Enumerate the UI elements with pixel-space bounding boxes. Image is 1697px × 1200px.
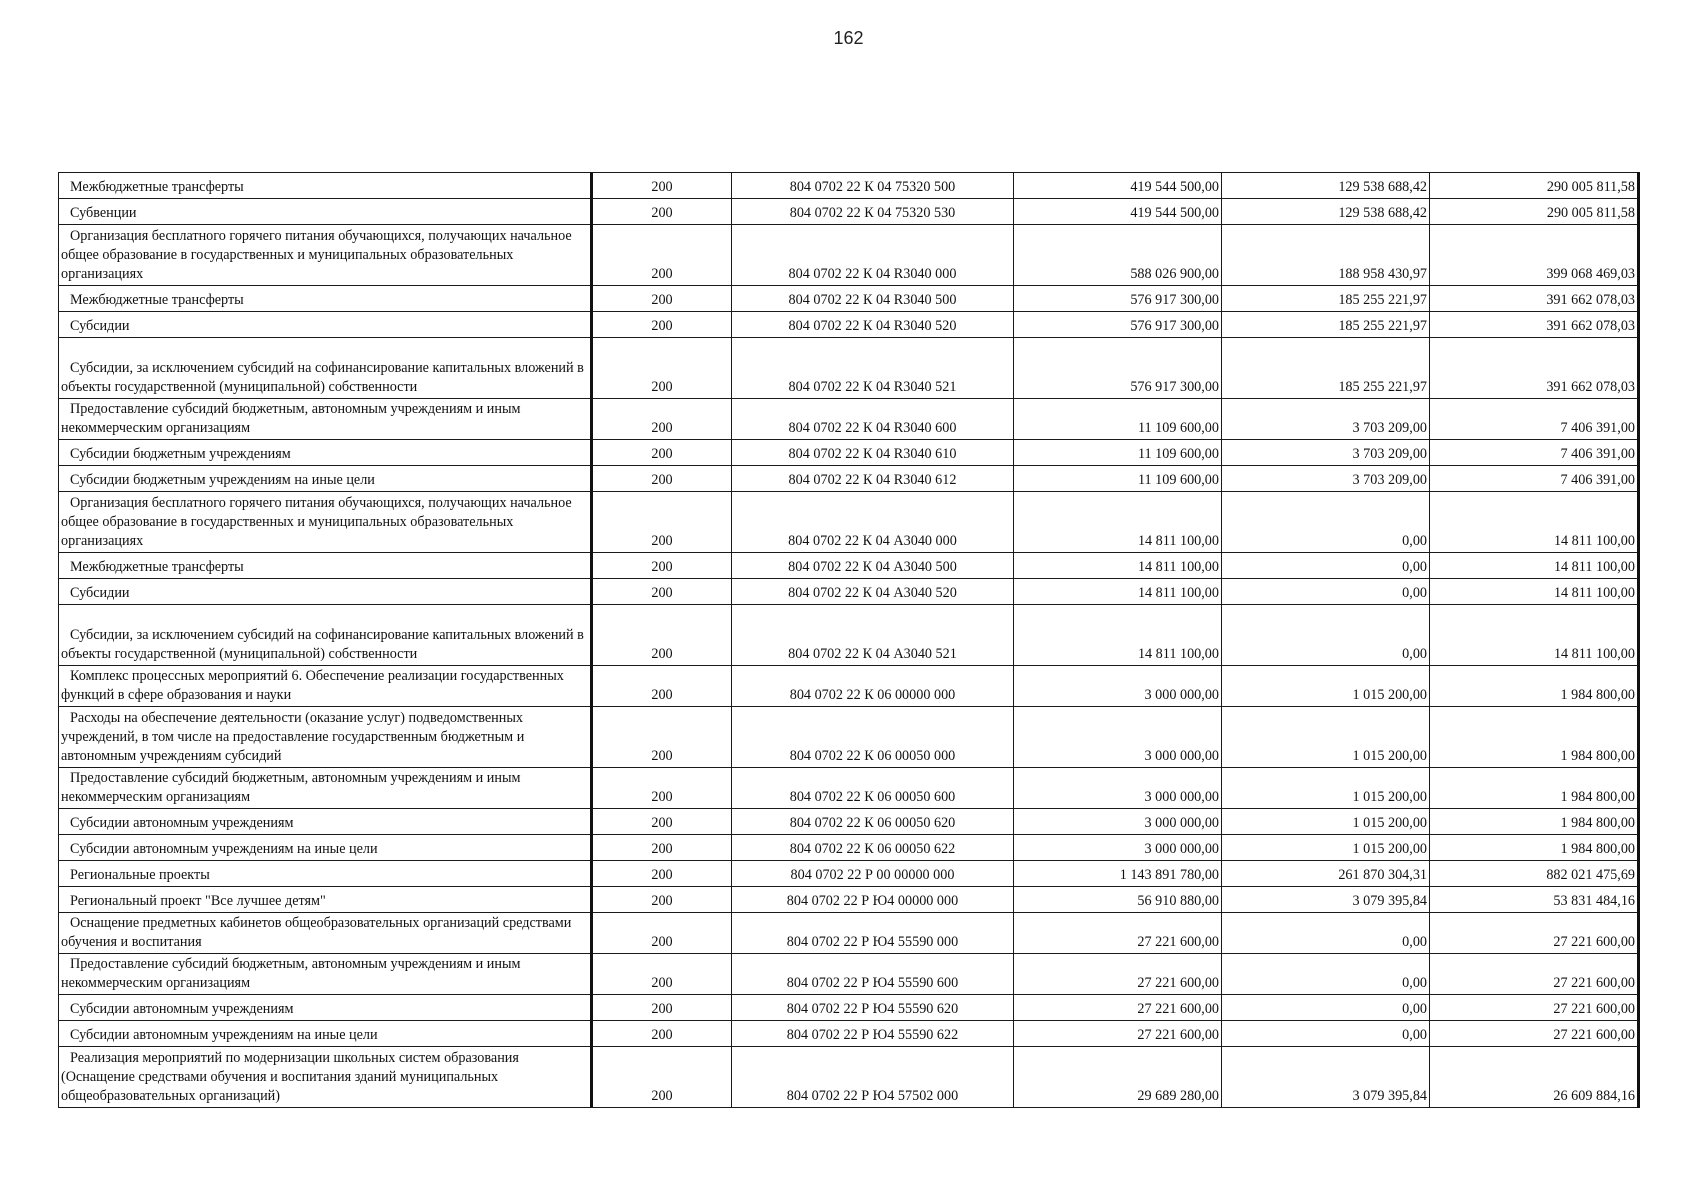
table-row [59,1021,1639,1047]
row-executed: 0,00 [1222,995,1430,1021]
row-executed: 185 255 221,97 [1222,312,1430,338]
row-name: Субсидии автономным учреждениям на иные цели [59,835,592,861]
row-name: Организация бесплатного горячего питания обучающихся, получающих начальное общее образование в государственных и муниципальных образовательных организациях [59,492,592,553]
row-executed: 1 015 200,00 [1222,707,1430,768]
row-code: 200 [592,1021,732,1047]
row-planned: 419 544 500,00 [1014,199,1222,225]
row-name: Субсидии автономным учреждениям [59,809,592,835]
table-row [59,605,1639,666]
row-remaining: 1 984 800,00 [1430,666,1639,707]
row-executed: 3 703 209,00 [1222,466,1430,492]
row-planned: 14 811 100,00 [1014,553,1222,579]
row-classification: 804 0702 22 К 04 75320 530 [732,199,1014,225]
table-row [59,286,1639,312]
table-row [59,1047,1639,1108]
row-remaining: 14 811 100,00 [1430,579,1639,605]
table-row [59,492,1639,553]
table-row [59,579,1639,605]
table-row [59,666,1639,707]
row-code: 200 [592,995,732,1021]
row-name: Предоставление субсидий бюджетным, автономным учреждениям и иным некоммерческим организациям [59,399,592,440]
row-classification: 804 0702 22 К 04 R3040 521 [732,338,1014,399]
row-planned: 3 000 000,00 [1014,666,1222,707]
row-planned: 3 000 000,00 [1014,835,1222,861]
row-classification: 804 0702 22 К 04 А3040 000 [732,492,1014,553]
row-remaining: 27 221 600,00 [1430,954,1639,995]
row-planned: 576 917 300,00 [1014,286,1222,312]
row-planned: 11 109 600,00 [1014,440,1222,466]
row-remaining: 14 811 100,00 [1430,553,1639,579]
row-code: 200 [592,338,732,399]
row-name: Региональные проекты [59,861,592,887]
row-code: 200 [592,579,732,605]
row-code: 200 [592,913,732,954]
row-classification: 804 0702 22 К 04 R3040 612 [732,466,1014,492]
row-planned: 3 000 000,00 [1014,768,1222,809]
row-code: 200 [592,954,732,995]
row-planned: 29 689 280,00 [1014,1047,1222,1108]
row-planned: 27 221 600,00 [1014,1021,1222,1047]
table-row [59,835,1639,861]
row-executed: 1 015 200,00 [1222,835,1430,861]
budget-execution-table [58,172,1640,1108]
row-remaining: 7 406 391,00 [1430,440,1639,466]
row-name: Комплекс процессных мероприятий 6. Обеспечение реализации государственных функций в сфере образования и науки [59,666,592,707]
row-executed: 0,00 [1222,492,1430,553]
row-code: 200 [592,768,732,809]
row-classification: 804 0702 22 К 04 А3040 521 [732,605,1014,666]
row-remaining: 27 221 600,00 [1430,913,1639,954]
row-remaining: 882 021 475,69 [1430,861,1639,887]
row-name: Субвенции [59,199,592,225]
table-row [59,338,1639,399]
row-planned: 27 221 600,00 [1014,954,1222,995]
row-remaining: 391 662 078,03 [1430,286,1639,312]
row-name: Субсидии бюджетным учреждениям на иные цели [59,466,592,492]
row-remaining: 7 406 391,00 [1430,466,1639,492]
row-remaining: 27 221 600,00 [1430,995,1639,1021]
row-classification: 804 0702 22 К 04 R3040 000 [732,225,1014,286]
row-planned: 27 221 600,00 [1014,995,1222,1021]
row-planned: 27 221 600,00 [1014,913,1222,954]
row-planned: 3 000 000,00 [1014,707,1222,768]
row-name: Межбюджетные трансферты [59,286,592,312]
row-remaining: 14 811 100,00 [1430,605,1639,666]
table-row [59,440,1639,466]
row-name: Региональный проект "Все лучшее детям" [59,887,592,913]
row-classification: 804 0702 22 К 04 А3040 520 [732,579,1014,605]
row-name: Организация бесплатного горячего питания обучающихся, получающих начальное общее образование в государственных и муниципальных образовательных организациях [59,225,592,286]
row-planned: 56 910 880,00 [1014,887,1222,913]
row-name: Предоставление субсидий бюджетным, автономным учреждениям и иным некоммерческим организациям [59,768,592,809]
table-row [59,954,1639,995]
row-planned: 14 811 100,00 [1014,605,1222,666]
table-row [59,995,1639,1021]
row-executed: 185 255 221,97 [1222,286,1430,312]
row-name: Реализация мероприятий по модернизации школьных систем образования (Оснащение средствами обучения и воспитания зданий муниципальных общеобразовательных организаций) [59,1047,592,1108]
row-name: Предоставление субсидий бюджетным, автономным учреждениям и иным некоммерческим организациям [59,954,592,995]
row-remaining: 27 221 600,00 [1430,1021,1639,1047]
table-row [59,887,1639,913]
row-name: Межбюджетные трансферты [59,173,592,199]
row-code: 200 [592,492,732,553]
table-row [59,199,1639,225]
row-name: Межбюджетные трансферты [59,553,592,579]
row-planned: 14 811 100,00 [1014,579,1222,605]
row-planned: 11 109 600,00 [1014,466,1222,492]
row-executed: 3 079 395,84 [1222,887,1430,913]
row-name: Расходы на обеспечение деятельности (оказание услуг) подведомственных учреждений, в том числе на предоставление государственным бюджетным и автономным учреждениям субсидий [59,707,592,768]
row-name: Субсидии [59,579,592,605]
row-executed: 1 015 200,00 [1222,666,1430,707]
row-executed: 0,00 [1222,605,1430,666]
row-classification: 804 0702 22 К 04 R3040 610 [732,440,1014,466]
row-name: Субсидии, за исключением субсидий на софинансирование капитальных вложений в объекты государственной (муниципальной) собственности [59,338,592,399]
table-row [59,809,1639,835]
row-planned: 1 143 891 780,00 [1014,861,1222,887]
row-classification: 804 0702 22 К 06 00050 000 [732,707,1014,768]
row-planned: 14 811 100,00 [1014,492,1222,553]
table-row [59,768,1639,809]
table-row [59,173,1639,199]
table-body [59,173,1639,1108]
row-executed: 0,00 [1222,579,1430,605]
row-name: Оснащение предметных кабинетов общеобразовательных организаций средствами обучения и воспитания [59,913,592,954]
row-code: 200 [592,1047,732,1108]
row-code: 200 [592,466,732,492]
budget-execution-table-wrapper [58,172,1638,1108]
row-classification: 804 0702 22 К 04 А3040 500 [732,553,1014,579]
row-executed: 0,00 [1222,1021,1430,1047]
row-remaining: 26 609 884,16 [1430,1047,1639,1108]
row-code: 200 [592,666,732,707]
row-code: 200 [592,225,732,286]
table-row [59,707,1639,768]
row-remaining: 1 984 800,00 [1430,835,1639,861]
row-code: 200 [592,173,732,199]
row-planned: 576 917 300,00 [1014,312,1222,338]
table-row [59,553,1639,579]
table-row [59,913,1639,954]
row-remaining: 1 984 800,00 [1430,768,1639,809]
page-number: 162 [833,28,864,48]
table-row [59,312,1639,338]
row-code: 200 [592,553,732,579]
row-executed: 185 255 221,97 [1222,338,1430,399]
row-executed: 3 703 209,00 [1222,440,1430,466]
row-remaining: 290 005 811,58 [1430,199,1639,225]
row-planned: 576 917 300,00 [1014,338,1222,399]
row-planned: 419 544 500,00 [1014,173,1222,199]
row-executed: 129 538 688,42 [1222,199,1430,225]
row-name: Субсидии автономным учреждениям на иные цели [59,1021,592,1047]
row-classification: 804 0702 22 Р 00 00000 000 [732,861,1014,887]
row-classification: 804 0702 22 Р Ю4 57502 000 [732,1047,1014,1108]
row-planned: 11 109 600,00 [1014,399,1222,440]
row-remaining: 391 662 078,03 [1430,312,1639,338]
row-classification: 804 0702 22 Р Ю4 55590 600 [732,954,1014,995]
row-name: Субсидии, за исключением субсидий на софинансирование капитальных вложений в объекты государственной (муниципальной) собственности [59,605,592,666]
row-planned: 3 000 000,00 [1014,809,1222,835]
row-code: 200 [592,707,732,768]
row-code: 200 [592,399,732,440]
row-executed: 261 870 304,31 [1222,861,1430,887]
row-executed: 0,00 [1222,913,1430,954]
row-classification: 804 0702 22 К 06 00050 620 [732,809,1014,835]
row-code: 200 [592,887,732,913]
row-remaining: 391 662 078,03 [1430,338,1639,399]
row-code: 200 [592,440,732,466]
row-name: Субсидии [59,312,592,338]
row-name: Субсидии бюджетным учреждениям [59,440,592,466]
table-row [59,399,1639,440]
row-executed: 0,00 [1222,954,1430,995]
row-remaining: 1 984 800,00 [1430,707,1639,768]
row-classification: 804 0702 22 К 06 00000 000 [732,666,1014,707]
row-remaining: 290 005 811,58 [1430,173,1639,199]
table-row [59,861,1639,887]
row-executed: 1 015 200,00 [1222,809,1430,835]
row-code: 200 [592,312,732,338]
row-remaining: 14 811 100,00 [1430,492,1639,553]
row-code: 200 [592,286,732,312]
row-name: Субсидии автономным учреждениям [59,995,592,1021]
table-row [59,466,1639,492]
row-classification: 804 0702 22 К 06 00050 600 [732,768,1014,809]
row-code: 200 [592,809,732,835]
row-remaining: 53 831 484,16 [1430,887,1639,913]
row-classification: 804 0702 22 Р Ю4 00000 000 [732,887,1014,913]
row-code: 200 [592,861,732,887]
row-classification: 804 0702 22 Р Ю4 55590 622 [732,1021,1014,1047]
row-classification: 804 0702 22 К 04 75320 500 [732,173,1014,199]
table-row [59,225,1639,286]
row-executed: 1 015 200,00 [1222,768,1430,809]
row-classification: 804 0702 22 К 04 R3040 520 [732,312,1014,338]
row-classification: 804 0702 22 Р Ю4 55590 620 [732,995,1014,1021]
row-classification: 804 0702 22 К 04 R3040 500 [732,286,1014,312]
row-executed: 129 538 688,42 [1222,173,1430,199]
row-remaining: 1 984 800,00 [1430,809,1639,835]
row-classification: 804 0702 22 Р Ю4 55590 000 [732,913,1014,954]
row-planned: 588 026 900,00 [1014,225,1222,286]
row-executed: 3 703 209,00 [1222,399,1430,440]
row-code: 200 [592,605,732,666]
row-executed: 0,00 [1222,553,1430,579]
row-executed: 3 079 395,84 [1222,1047,1430,1108]
row-remaining: 7 406 391,00 [1430,399,1639,440]
row-executed: 188 958 430,97 [1222,225,1430,286]
row-remaining: 399 068 469,03 [1430,225,1639,286]
row-classification: 804 0702 22 К 06 00050 622 [732,835,1014,861]
row-code: 200 [592,835,732,861]
row-code: 200 [592,199,732,225]
row-classification: 804 0702 22 К 04 R3040 600 [732,399,1014,440]
